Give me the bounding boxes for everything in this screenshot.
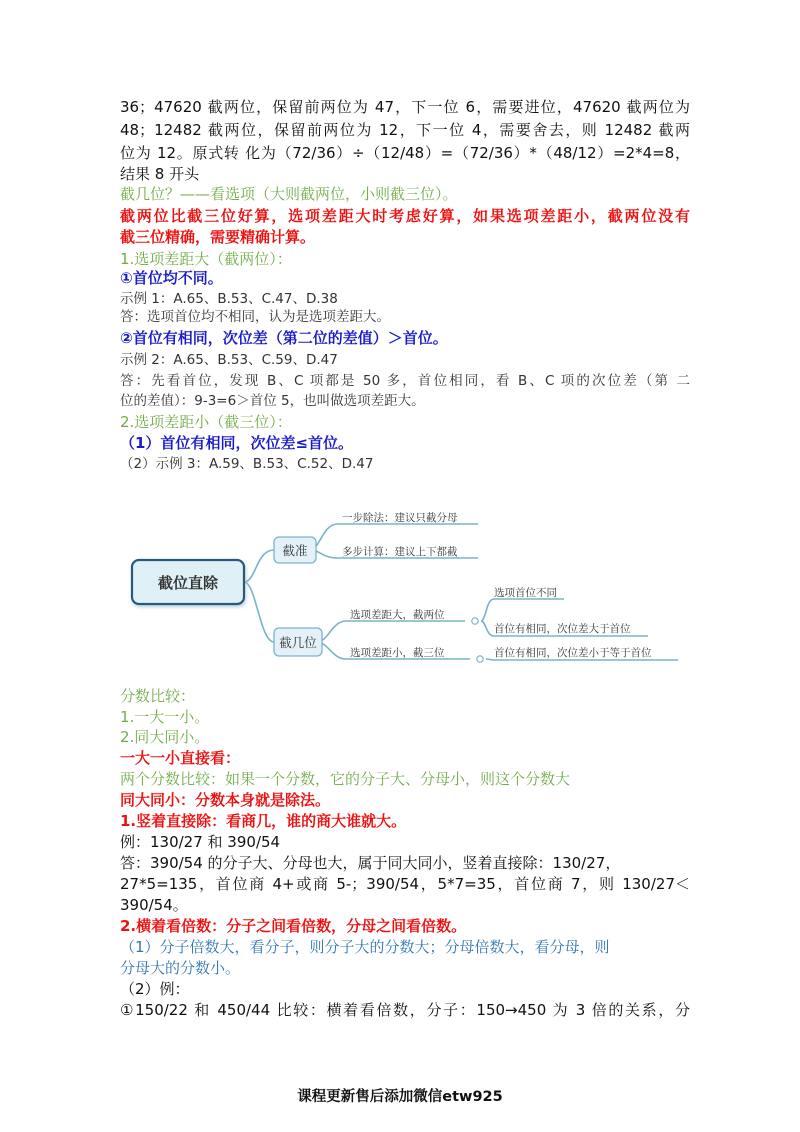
text-line: （1）分子倍数大，看分子，则分子大的分数大；分母倍数大，看分母，则 bbox=[120, 938, 610, 956]
example-line: 示例 1：A.65、B.53、C.47、D.38 bbox=[120, 291, 338, 307]
example-line: 示例 2：A.65、B.53、C.59、D.47 bbox=[120, 352, 338, 368]
expand-node-icon bbox=[477, 656, 483, 662]
rule-heading: ②首位有相同，次位差（第二位的差值）＞首位。 bbox=[120, 329, 448, 347]
highlight-text: 2.横着看倍数：分子之间看倍数，分母之间看倍数。 bbox=[120, 917, 467, 935]
text-line: 36；47620 截两位，保留前两位为 47，下一位 6，需要进位，47620 截两位为 bbox=[120, 98, 690, 116]
text-line: 位为 12。原式转 化为（72/36）÷（12/48）=（72/36）*（48/12）=2*4=8， bbox=[120, 144, 690, 162]
answer-line: 位的差值）：9-3=6＞首位 5，也叫做选项差距大。 bbox=[120, 393, 425, 409]
leaf-label: 首位有相同，次位差大于首位 bbox=[494, 623, 631, 635]
branch-label: 截几位 bbox=[279, 635, 317, 650]
subsection-heading: 1.选项差距大（截两位）： bbox=[120, 250, 292, 268]
highlight-text: 截三位精确，需要精确计算。 bbox=[120, 228, 316, 246]
mind-map-branch-node bbox=[274, 628, 322, 656]
rule-heading: （1）首位有相同，次位差≤首位。 bbox=[120, 434, 354, 452]
mind-map-branch-node bbox=[274, 537, 316, 563]
answer-line: 答：选项首位均不相同，认为是选项差距大。 bbox=[120, 309, 390, 325]
answer-line: 27*5=135，首位商 4+或商 5-；390/54，5*7=35，首位商 7，则 130/27＜ bbox=[120, 875, 690, 893]
rule-heading: ①首位均不同。 bbox=[120, 269, 223, 287]
highlight-text: 1.竖着直接除：看商几，谁的商大谁就大。 bbox=[120, 812, 407, 830]
leaf-label: 选项首位不同 bbox=[494, 587, 557, 599]
text-line: （2）例： bbox=[120, 980, 190, 998]
text-line: 分母大的分数小。 bbox=[120, 959, 241, 977]
text-line: ①150/22 和 450/44 比较：横着看倍数，分子：150→450 为 3 倍的关系，分 bbox=[120, 1001, 690, 1019]
highlight-text: 同大同小：分数本身就是除法。 bbox=[120, 791, 331, 809]
highlight-text: 一大一小直接看： bbox=[120, 749, 241, 767]
subsection-heading: 2.选项差距小（截三位）： bbox=[120, 413, 292, 431]
leaf-label: 选项差距大，截两位 bbox=[350, 609, 445, 621]
section-heading: 截几位？——看选项（大则截两位，小则截三位）。 bbox=[120, 185, 458, 203]
answer-line: 390/54。 bbox=[120, 896, 188, 914]
text-line: 48；12482 截两位，保留前两位为 12，下一位 4，需要舍去，则 12482 截两 bbox=[120, 121, 690, 139]
branch-label: 截准 bbox=[282, 543, 308, 558]
example-line: （2）示例 3：A.59、B.53、C.52、D.47 bbox=[120, 456, 374, 472]
leaf-label: 多步计算：建议上下都截 bbox=[342, 546, 458, 558]
root-label: 截位直除 bbox=[157, 574, 219, 592]
list-item: 2.同大同小。 bbox=[120, 728, 210, 746]
answer-line: 答：先看首位，发现 B、C 项都是 50 多，首位相同，看 B、C 项的次位差（第 二 bbox=[120, 373, 690, 389]
section-heading: 分数比较： bbox=[120, 687, 196, 705]
highlight-text: 截两位比截三位好算，选项差距大时考虑好算，如果选项差距小，截两位没有 bbox=[120, 207, 690, 225]
page-footer: 课程更新售后添加微信etw925 bbox=[297, 1089, 503, 1105]
leaf-label: 一步除法：建议只截分母 bbox=[342, 512, 458, 524]
text-line: 两个分数比较：如果一个分数，它的分子大、分母小，则这个分数大 bbox=[120, 770, 571, 788]
example-line: 例：130/27 和 390/54 bbox=[120, 833, 281, 851]
list-item: 1.一大一小。 bbox=[120, 708, 210, 726]
mind-map-root-node bbox=[132, 560, 244, 604]
leaf-label: 首位有相同，次位差小于等于首位 bbox=[494, 647, 652, 659]
mind-map-diagram bbox=[120, 512, 680, 680]
expand-node-icon bbox=[472, 618, 478, 624]
answer-line: 答：390/54 的分子大、分母也大，属于同大同小，竖着直接除：130/27， bbox=[120, 854, 621, 872]
leaf-label: 选项差距小，截三位 bbox=[350, 647, 445, 659]
text-line: 结果 8 开头 bbox=[120, 165, 200, 183]
